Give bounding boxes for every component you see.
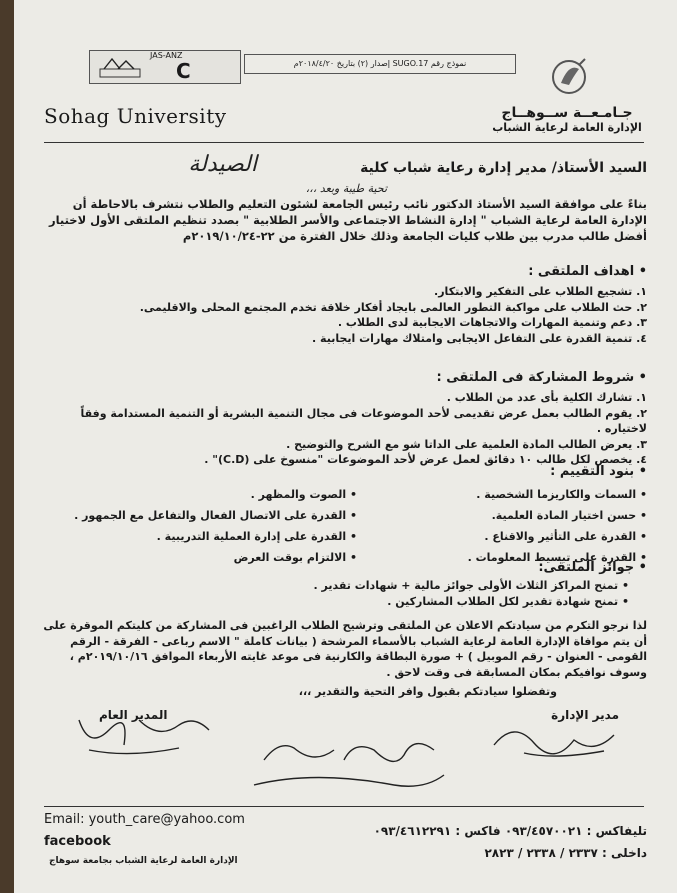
faculty-name: الصيدلة <box>188 152 257 177</box>
list-item: • القدرة على الاتصال الفعال والتفاعل مع الجمهور . <box>74 509 357 522</box>
footer-telefax: تليفاكس : ٠٩٣/٤٥٧٠٠٢١ فاكس : ٠٩٣/٤٦١٢٢٩١ <box>373 824 647 838</box>
signature-title-left: المدير العام <box>99 708 168 722</box>
evaluation-column-right <box>387 484 647 568</box>
header-divider <box>44 142 644 143</box>
salutation: السيد الأستاذ/ مدير إدارة رعاية شباب كلية <box>360 160 647 176</box>
evaluation-column-left <box>57 484 357 568</box>
certification-logo-icon <box>98 55 142 79</box>
list-item: ١. تشارك الكلية بأى عدد من الطلاب . <box>446 391 647 404</box>
conditions-title: • شروط المشاركة فى الملتقى : <box>436 370 647 385</box>
footer-internal: داخلى : ٢٣٣٧ / ٢٣٣٨ / ٢٨٢٣ <box>484 846 647 860</box>
list-item: • حسن اختيار المادة العلمية. <box>491 509 647 522</box>
prizes-title: • جوائز الملتقى: <box>538 560 647 575</box>
conditions-list <box>47 390 647 468</box>
regards-line: وتفضلوا سيادتكم بقبول وافر التحية والتقدير ،،، <box>298 685 557 698</box>
list-item: ٣. يعرض الطالب المادة العلمية على الداتا شو مع الشرح والتوضيح . <box>286 437 647 451</box>
goals-title: • اهداف الملتقى : <box>528 264 647 279</box>
list-item: • الالتزام بوقت العرض <box>233 551 357 564</box>
goals-list <box>47 284 647 346</box>
handwritten-note <box>234 730 454 800</box>
list-item: • تمنح شهادة تقدير لكل الطلاب المشاركين . <box>387 594 629 608</box>
intro-paragraph: بناءً على موافقة السيد الأستاذ الدكتور نائب رئيس الجامعة لشئون التعليم والطلاب نتشرف بالاحاطة أن الإدارة العامة لرعاية الشباب " إدارة النشاط الاجتماعى والأسر الطلابية " بصدد تنظيم الملتقى الأول لاختيار أفضل طالب مدرب بين طلاب كليات الجامعة وذلك خلال الفترة من ٢٢-٢٠١٩/١٠/٢٤م <box>48 197 647 243</box>
handwritten-signature-left <box>69 700 219 760</box>
university-name-ar <box>487 105 647 134</box>
c-mark-icon: C <box>176 59 191 83</box>
university-title: جـامـعــة ســوهــاج <box>501 105 633 121</box>
form-number: نموذج رقم SUGO.17 إصدار (٢) بتاريخ ٢٠١٨/٤/٢٠م <box>244 54 516 74</box>
footer-facebook: facebook <box>44 834 111 849</box>
list-item: • القدرة على إدارة العملية التدريبية . <box>156 530 357 543</box>
footer-email: Email: youth_care@yahoo.com <box>44 812 245 827</box>
list-item: • السمات والكاريزما الشخصية . <box>476 488 647 501</box>
signature-title-right: مدير الإدارة <box>551 708 619 722</box>
list-item: ٢. يقوم الطالب بعمل عرض تقديمى لأحد الموضوعات فى مجال التنمية البشرية أو التنمية المستدامة وفقاً لاختياره . <box>80 406 647 435</box>
handwritten-signature-right <box>484 715 634 765</box>
evaluation-title: • بنود التقييم : <box>550 464 647 479</box>
footer-divider <box>44 806 644 807</box>
letter-page <box>14 0 677 893</box>
closing-paragraph: لذا نرجو التكرم من سيادتكم الاعلان عن الملتقى وترشيح الطلاب الراغبين فى المشاركة من كليتكم الموقرة على أن يتم موافاة الإدارة العامة لرعاية الشباب بالأسماء المرشحة ( بيانات كاملة " الاسم رباعى - الفرقة - الرقم القومى - العنوان - رقم الموبيل ) + صورة البطاقة والكارنية فى موعد غايته الأربعاء الموافق ٢٠١٩/١٠/١٦م ، وسوف نوافيكم بمكان المسابقة فى وقت لاحق . <box>43 619 647 679</box>
badge-text: JAS-ANZ <box>150 51 183 60</box>
list-item: • القدرة على تبسيط المعلومات . <box>467 551 647 564</box>
list-item: ٤. يخصص لكل طالب ١٠ دقائق لعمل عرض لأحد الموضوعات "منسوخ على (C.D)" . <box>204 453 647 466</box>
footer-facebook-page: الإدارة العامة لرعاية الشباب بجامعة سوهاج <box>49 856 238 866</box>
university-name-en: Sohag University <box>44 104 227 128</box>
department-title: الإدارة العامة لرعاية الشباب <box>492 121 642 134</box>
list-item: ٣. دعم وتنمية المهارات والاتجاهات الايجابية لدى الطلاب . <box>337 316 647 329</box>
list-item: ٢. حث الطلاب على مواكبة التطور العالمى بايجاد أفكار خلاقة تخدم المجتمع المحلى والاقليمى. <box>139 300 647 314</box>
list-item: ١. تشجيع الطلاب على التفكير والابتكار. <box>434 285 647 298</box>
prizes-list <box>29 578 629 609</box>
list-item: • تمنح المراكز الثلاث الأولى جوائز مالية + شهادات تقدير . <box>313 579 629 592</box>
list-item: • القدرة على التأثير والاقناع . <box>484 530 647 543</box>
list-item: • الصوت والمظهر . <box>250 488 357 501</box>
list-item: ٤. تنمية القدرة على التفاعل الايجابى وامتلاك مهارات ايجابية . <box>312 331 647 345</box>
certification-box <box>89 50 241 84</box>
greeting: تحية طيبة وبعد ،،، <box>305 182 387 195</box>
university-logo-icon <box>539 55 599 100</box>
